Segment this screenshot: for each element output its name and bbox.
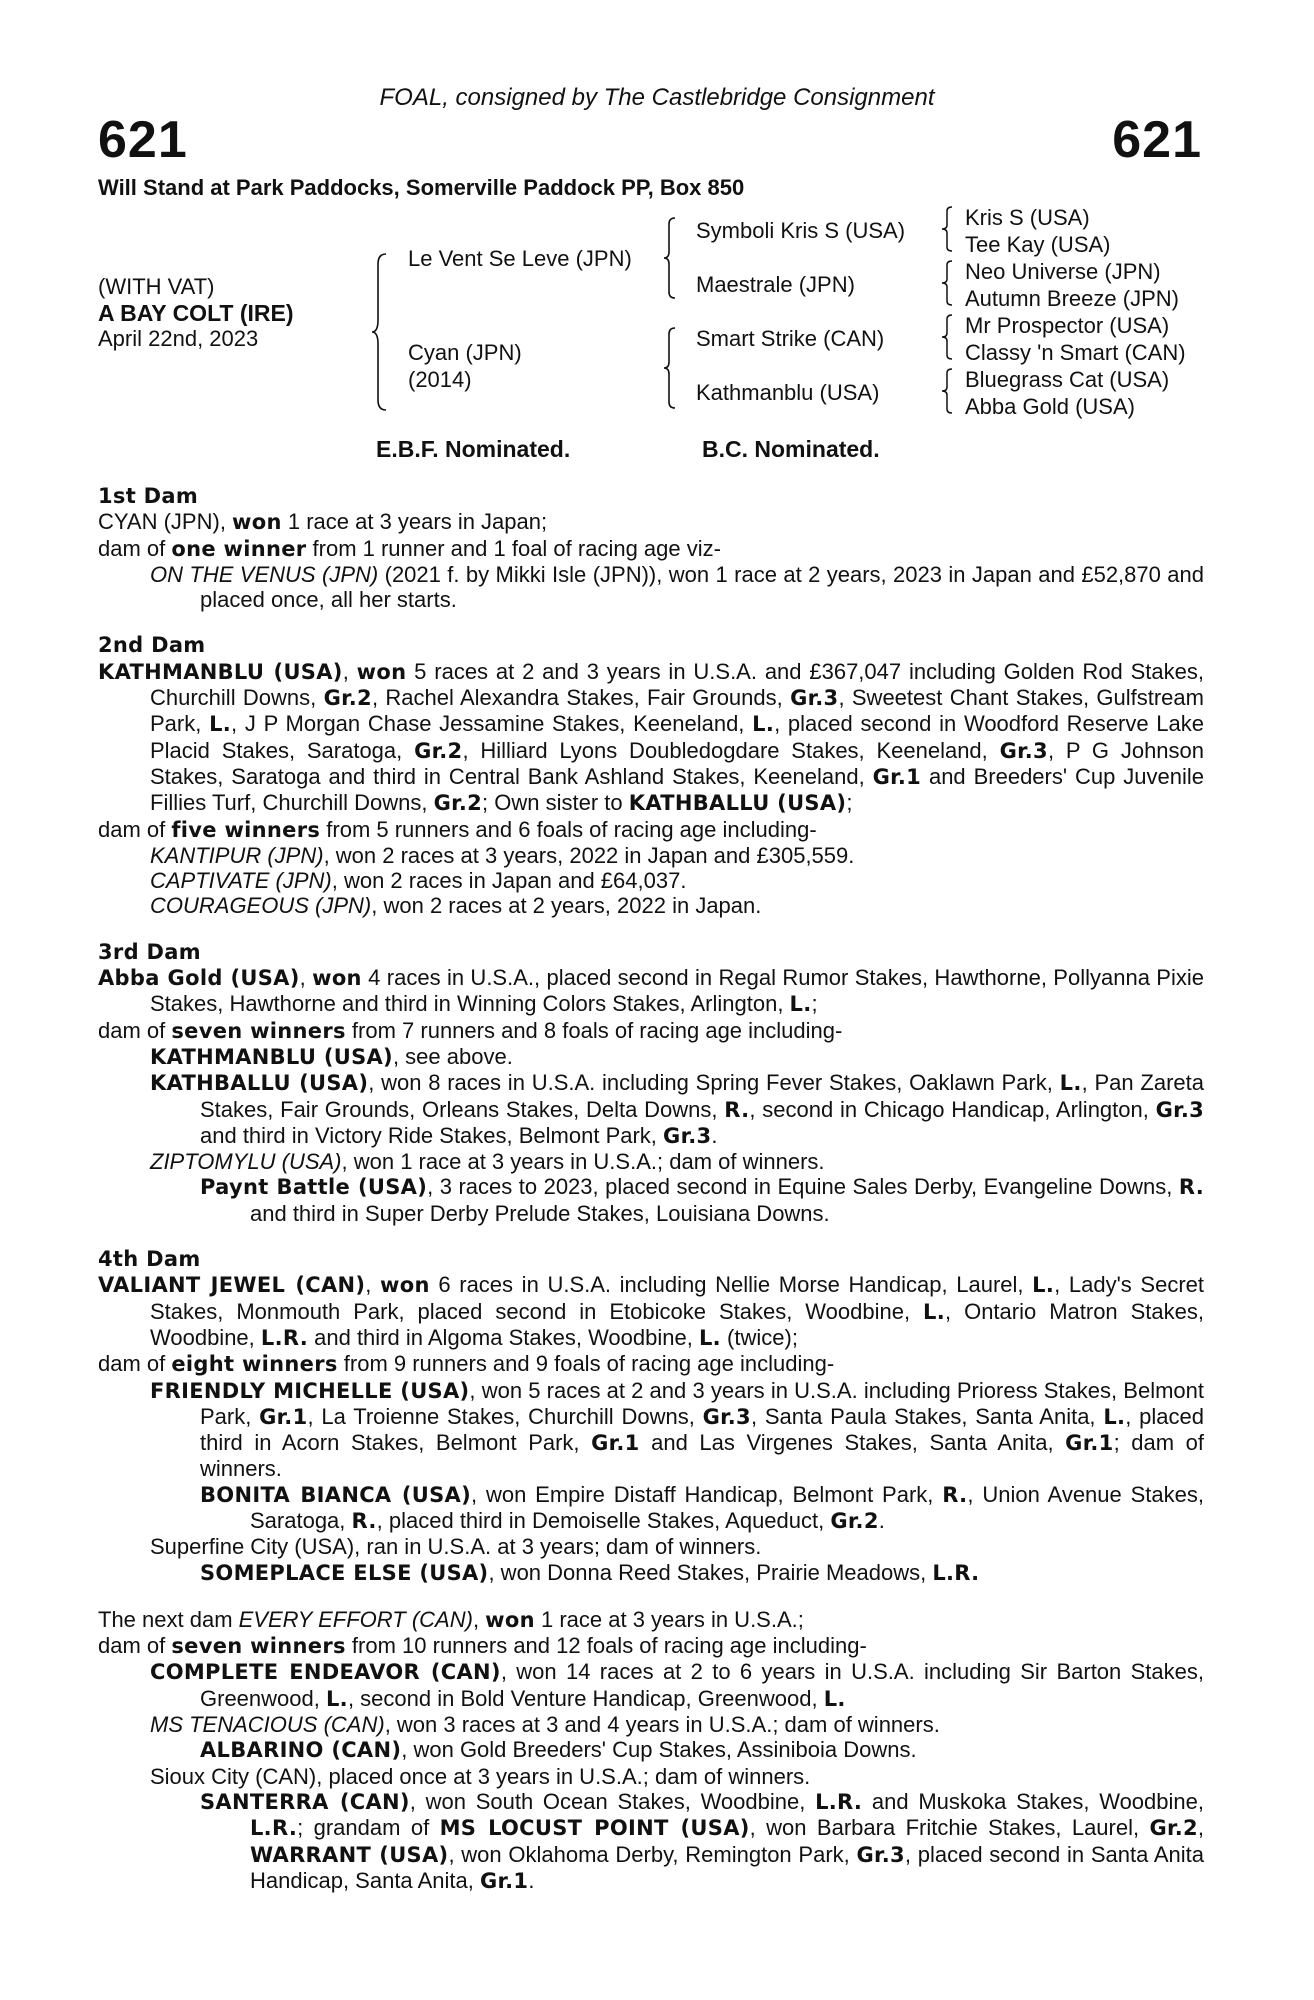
bold-emphasis: Gr.2 [323, 686, 372, 711]
italic-emphasis: KANTIPUR (JPN) [150, 842, 324, 868]
bold-emphasis: COMPLETE ENDEAVOR (CAN) [150, 1660, 501, 1685]
dd-sire: Bluegrass Cat (USA) [965, 367, 1170, 392]
bold-emphasis: seven winners [171, 1634, 346, 1659]
bold-emphasis: R. [351, 1508, 377, 1533]
pedigree-entry: KATHBALLU (USA), won 8 races in U.S.A. including Spring Fever Stakes, Oaklawn Park, L., Pan Zareta Stakes, Fair Grounds, Orleans Stakes, Delta Downs, R., second in Chicago Handicap, Arlington, Gr.3 and third in Victory Ride Stakes, Belmont Park, Gr.3. [150, 1070, 1205, 1148]
bold-emphasis: L.R. [250, 1816, 298, 1841]
bold-emphasis: SOMEPLACE ELSE (USA) [200, 1560, 489, 1585]
sd-dam: Autumn Breeze (JPN) [965, 286, 1179, 311]
bold-emphasis: L. [1032, 1273, 1055, 1298]
ebf-nomination: E.B.F. Nominated. [376, 436, 571, 462]
bold-emphasis: Gr.1 [591, 1431, 640, 1456]
bold-emphasis: Gr.2 [830, 1508, 879, 1533]
bold-emphasis: Gr.3 [702, 1404, 751, 1429]
bold-emphasis: L. [1059, 1071, 1082, 1096]
pedigree-entry: KATHMANBLU (USA), won 5 races at 2 and 3 years in U.S.A. and £367,047 including Golden Rod Stakes, Churchill Downs, Gr.2, Rachel Alexandra Stakes, Fair Grounds, Gr.3, Sweetest Chant Stakes, Gulfstream Park, L., J P Morgan Chase Jessamine Stakes, Keeneland, L., placed second in Woodford Reserve Lake Placid Stakes, Saratoga, Gr.2, Hilliard Lyons Doubledogdare Stakes, Keeneland, Gr.3, P G Johnson Stakes, Saratoga and third in Central Bank Ashland Stakes, Keeneland, Gr.1 and Breeders' Cup Juvenile Fillies Turf, Churchill Downs, Gr.2; Own sister to KATHBALLU (USA); [98, 658, 1205, 816]
pedigree-brace-ss [940, 205, 954, 253]
bold-emphasis: L.R. [932, 1560, 980, 1585]
bold-emphasis: Gr.1 [259, 1404, 308, 1429]
dam-dam: Kathmanblu (USA) [696, 380, 880, 405]
ds-dam: Classy 'n Smart (CAN) [965, 340, 1186, 365]
bold-emphasis: BONITA BIANCA (USA) [200, 1482, 471, 1507]
dam-section [98, 940, 1204, 1226]
bold-emphasis: L. [789, 992, 812, 1017]
bold-emphasis: KATHMANBLU (USA) [98, 659, 343, 684]
pedigree-entry: Abba Gold (USA), won 4 races in U.S.A., placed second in Regal Rumor Stakes, Hawthorne, Pollyanna Pixie Stakes, Hawthorne and third in Winning Colors Stakes, Arlington, L.; [98, 965, 1204, 1017]
bold-emphasis: eight winners [171, 1352, 338, 1377]
bold-emphasis: Abba Gold (USA) [98, 966, 300, 991]
pedigree-entry: The next dam EVERY EFFORT (CAN), won 1 race at 3 years in U.S.A.; [98, 1606, 804, 1632]
bold-emphasis: L. [923, 1299, 945, 1324]
bc-nomination: B.C. Nominated. [702, 436, 880, 462]
dam: Cyan (JPN) [408, 340, 522, 365]
section-heading: 4th Dam [98, 1247, 201, 1272]
bold-emphasis: Gr.3 [856, 1842, 905, 1867]
pedigree-entry: MS TENACIOUS (CAN), won 3 races at 3 and 4 years in U.S.A.; dam of winners. [150, 1712, 940, 1738]
bold-emphasis: won [356, 659, 407, 684]
section-heading: 3rd Dam [98, 939, 201, 964]
stand-location: Will Stand at Park Paddocks, Somerville Paddock PP, Box 850 [98, 175, 745, 200]
bold-emphasis: Gr.3 [999, 738, 1048, 763]
bold-emphasis: five winners [171, 817, 321, 842]
pedigree-entry: KATHMANBLU (USA), see above. [150, 1043, 513, 1069]
bold-emphasis: seven winners [171, 1018, 346, 1043]
pedigree-entry: BONITA BIANCA (USA), won Empire Distaff Handicap, Belmont Park, R., Union Avenue Stakes, Saratoga, R., placed third in Demoiselle Stakes, Aqueduct, Gr.2. [200, 1481, 1204, 1533]
bold-emphasis: Gr.1 [1065, 1431, 1114, 1456]
bold-emphasis: Gr.3 [1155, 1097, 1205, 1122]
bold-emphasis: ALBARINO (CAN) [200, 1738, 402, 1763]
ds-sire: Mr Prospector (USA) [965, 313, 1170, 338]
lot-number-left: 621 [98, 111, 188, 169]
bold-emphasis: WARRANT (USA) [250, 1842, 449, 1867]
dam-section [98, 1607, 1204, 1894]
bold-emphasis: L. [752, 712, 775, 737]
bold-emphasis: won [232, 510, 282, 535]
consignor-subtitle: FOAL, consigned by The Castlebridge Consignment [379, 84, 935, 111]
bold-emphasis: L. [325, 1686, 348, 1711]
pedigree-entry: SOMEPLACE ELSE (USA), won Donna Reed Stakes, Prairie Meadows, L.R. [200, 1559, 980, 1585]
bold-emphasis: won [380, 1273, 430, 1298]
lot-number-right: 621 [1112, 111, 1202, 169]
italic-emphasis: COURAGEOUS (JPN) [150, 893, 372, 919]
pedigree-entry: ZIPTOMYLU (USA), won 1 race at 3 years in U.S.A.; dam of winners. [150, 1149, 825, 1175]
foaling-date: April 22nd, 2023 [98, 326, 259, 351]
italic-emphasis: ZIPTOMYLU (USA) [150, 1149, 342, 1175]
pedigree-entry: ALBARINO (CAN), won Gold Breeders' Cup Stakes, Assiniboia Downs. [200, 1737, 917, 1763]
pedigree-entry: dam of seven winners from 10 runners and 12 foals of racing age including- [98, 1633, 867, 1659]
bold-emphasis: Gr.3 [790, 686, 839, 711]
pedigree-entry: ON THE VENUS (JPN) (2021 f. by Mikki Isle (JPN)), won 1 race at 2 years, 2023 in Japan and £52,870 and placed once, all her starts. [150, 561, 1204, 613]
bold-emphasis: FRIENDLY MICHELLE (USA) [150, 1378, 470, 1403]
bold-emphasis: L.R. [815, 1789, 863, 1814]
pedigree-brace-sd [940, 259, 954, 307]
vat-note: (WITH VAT) [98, 274, 215, 299]
bold-emphasis: KATHBALLU (USA) [628, 791, 847, 816]
italic-emphasis: MS TENACIOUS (CAN) [150, 1712, 385, 1738]
pedigree-entry: SANTERRA (CAN), won South Ocean Stakes, Woodbine, L.R. and Muskoka Stakes, Woodbine, L.R.; grandam of MS LOCUST POINT (USA), won Barbara Fritchie Stakes, Laurel, Gr.2, WARRANT (USA), won Oklahoma Derby, Remington Park, Gr.3, placed second in Santa Anita Handicap, Santa Anita, Gr.1. [200, 1788, 1205, 1893]
bold-emphasis: Gr.1 [872, 764, 922, 789]
bold-emphasis: KATHMANBLU (USA) [150, 1044, 393, 1069]
lot-title: A BAY COLT (IRE) [98, 300, 294, 326]
bold-emphasis: L. [823, 1686, 846, 1711]
pedigree-entry: Superfine City (USA), ran in U.S.A. at 3 years; dam of winners. [150, 1534, 762, 1560]
bold-emphasis: Gr.1 [479, 1868, 529, 1893]
pedigree-brace-ds [940, 313, 954, 361]
section-heading: 1st Dam [98, 484, 199, 508]
dam-section [98, 484, 1204, 612]
bold-emphasis: VALIANT JEWEL (CAN) [98, 1273, 366, 1298]
bold-emphasis: Gr.3 [663, 1123, 712, 1148]
pedigree-entry: dam of seven winners from 7 runners and 8 foals of racing age including- [98, 1017, 843, 1043]
dd-dam: Abba Gold (USA) [965, 394, 1135, 419]
bold-emphasis: Gr.2 [433, 791, 483, 816]
bold-emphasis: Gr.2 [414, 738, 463, 763]
family-details [98, 484, 1204, 1894]
pedigree-brace-dam [662, 326, 678, 410]
ss-sire: Kris S (USA) [965, 205, 1090, 230]
pedigree-brace-dd [940, 367, 954, 415]
pedigree-entry: dam of eight winners from 9 runners and 9 foals of racing age including- [98, 1351, 835, 1377]
pedigree-entry: VALIANT JEWEL (CAN), won 6 races in U.S.A. including Nellie Morse Handicap, Laurel, L., Lady's Secret Stakes, Monmouth Park, placed second in Etobicoke Stakes, Woodbine, L., Ontario Matron Stakes, Woodbine, L.R. and third in Algoma Stakes, Woodbine, L. (twice); [98, 1272, 1205, 1350]
bold-emphasis: R. [724, 1097, 750, 1122]
dam-sire: Smart Strike (CAN) [696, 326, 885, 351]
bold-emphasis: R. [942, 1482, 968, 1507]
pedigree-entry: CYAN (JPN), won 1 race at 3 years in Japan; [98, 509, 548, 535]
italic-emphasis: CAPTIVATE (JPN) [150, 868, 332, 894]
sire-sire: Symboli Kris S (USA) [696, 218, 906, 243]
bold-emphasis: L. [698, 1325, 721, 1350]
pedigree-entry: COURAGEOUS (JPN), won 2 races at 2 years, 2022 in Japan. [150, 893, 762, 919]
pedigree-entry: FRIENDLY MICHELLE (USA), won 5 races at 2 and 3 years in U.S.A. including Prioress Stakes, Belmont Park, Gr.1, La Troienne Stakes, Churchill Downs, Gr.3, Santa Paula Stakes, Santa Anita, L., placed third in Acorn Stakes, Belmont Park, Gr.1 and Las Virgenes Stakes, Santa Anita, Gr.1; dam of winners. [150, 1377, 1204, 1482]
bold-emphasis: R. [1178, 1175, 1205, 1200]
bold-emphasis: KATHBALLU (USA) [150, 1071, 369, 1096]
sd-sire: Neo Universe (JPN) [965, 259, 1161, 284]
bold-emphasis: Gr.2 [1149, 1816, 1198, 1841]
dam-section [98, 633, 1204, 918]
pedigree-entry: CAPTIVATE (JPN), won 2 races in Japan and £64,037. [150, 868, 687, 894]
pedigree-entry: Sioux City (CAN), placed once at 3 years in U.S.A.; dam of winners. [150, 1763, 811, 1789]
bold-emphasis: won [312, 966, 362, 991]
italic-emphasis: ON THE VENUS (JPN) [150, 561, 379, 587]
dam-year: (2014) [408, 367, 472, 392]
bold-emphasis: L. [1103, 1404, 1126, 1429]
ss-dam: Tee Kay (USA) [965, 232, 1111, 257]
pedigree-entry: dam of one winner from 1 runner and 1 foal of racing age viz- [98, 535, 721, 561]
bold-emphasis: L.R. [260, 1325, 309, 1350]
sire: Le Vent Se Leve (JPN) [408, 246, 632, 271]
pedigree-entry: KANTIPUR (JPN), won 2 races at 3 years, 2022 in Japan and £305,559. [150, 842, 855, 868]
pedigree-entry: Paynt Battle (USA), 3 races to 2023, placed second in Equine Sales Derby, Evangeline Downs, R. and third in Super Derby Prelude Stakes, Louisiana Downs. [200, 1174, 1205, 1226]
bold-emphasis: SANTERRA (CAN) [200, 1789, 410, 1814]
bold-emphasis: Paynt Battle (USA) [200, 1175, 428, 1200]
sire-dam: Maestrale (JPN) [696, 272, 855, 297]
pedigree-entry: COMPLETE ENDEAVOR (CAN), won 14 races at 2 to 6 years in U.S.A. including Sir Barton Stakes, Greenwood, L., second in Bold Venture Handicap, Greenwood, L. [150, 1659, 1204, 1711]
dam-section [98, 1247, 1204, 1586]
bold-emphasis: won [485, 1607, 535, 1632]
italic-emphasis: EVERY EFFORT (CAN) [238, 1606, 473, 1632]
bold-emphasis: L. [209, 712, 232, 737]
section-heading: 2nd Dam [98, 633, 206, 658]
pedigree-brace-main [370, 252, 390, 412]
pedigree-brace-sire [662, 216, 678, 300]
bold-emphasis: one winner [171, 536, 307, 561]
pedigree-entry: dam of five winners from 5 runners and 6 foals of racing age including- [98, 816, 817, 842]
bold-emphasis: MS LOCUST POINT (USA) [439, 1816, 750, 1841]
